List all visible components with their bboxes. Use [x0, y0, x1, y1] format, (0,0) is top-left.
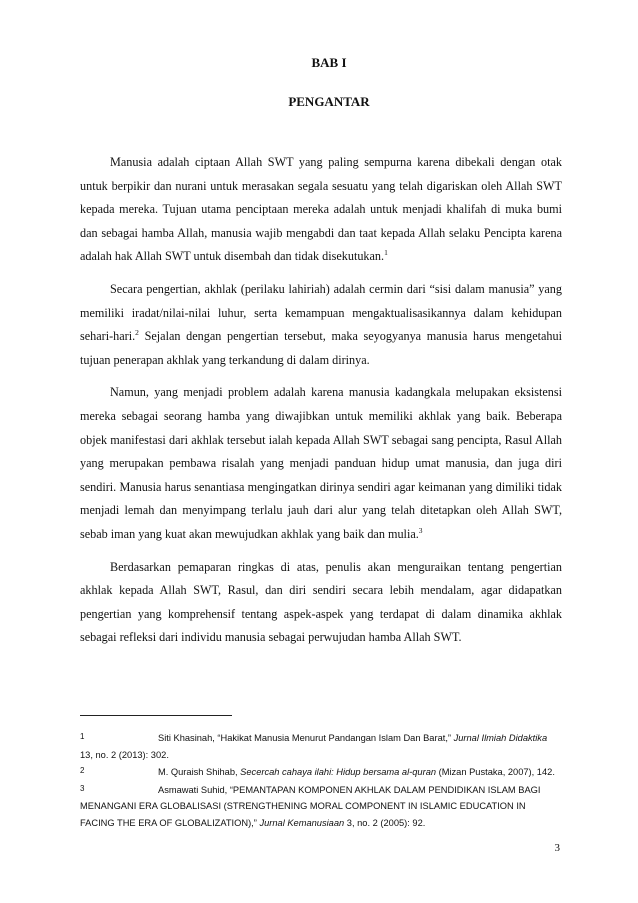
footnote-text-after: (Mizan Pustaka, 2007), 142. [436, 767, 555, 778]
body-text [80, 151, 562, 659]
footnote-source-title: Jurnal Ilmiah Didaktika [453, 733, 548, 743]
footnote-text-after: 3, no. 2 (2005): 92. [344, 817, 426, 828]
paragraph [80, 278, 562, 372]
footnote-text: Siti Khasinah, “Hakikat Manusia Menurut Pandangan Islam Dan Barat,” [158, 733, 454, 743]
footnote [80, 729, 562, 763]
paragraph [80, 151, 562, 269]
paragraph-text: Berdasarkan pemaparan ringkas di atas, penulis akan menguraikan tentang pengertian akhlak kepada Allah SWT, Rasul, dan diri sendiri secara lebih mendalam, agar didapatkan pengertian yang komprehensif tentang aspek-aspek yang terdapat di dalam dinamika akhlak sebagai refleksi dari individu manusia sebagai perwujudan hamba Allah SWT. [80, 559, 562, 645]
paragraph-text: Namun, yang menjadi problem adalah karena manusia kadangkala melupakan eksistensi mereka sebagai seorang hamba yang diwajibkan untuk memiliki akhlak yang baik. Beberapa objek manifestasi dari akhlak tersebut ialah kepada Allah SWT sebagai sang pencipta, Rasul Allah yang merupakan pembawa risalah yang menjadi panduan hidup umat manusia, dan juga diri sendiri. Manusia harus senantiasa mengingatkan dirinya sendiri agar keimanan yang dimiliki tidak menjadi lemah dan menyimpang terlalu jauh dari alur yang telah ditetapkan oleh Allah SWT, sebab iman yang kuat akan mewujudkan akhlak yang baik dan mulia. [80, 385, 562, 541]
footnote-number: 2 [80, 766, 85, 776]
paragraph-text: Secara pengertian, akhlak (perilaku lahiriah) adalah cermin dari “sisi dalam manusia” yang memiliki iradat/nilai-nilai luhur, serta kemampuan mengaktualisasikannya dalam kehidupan sehari-hari. [80, 281, 562, 344]
footnote-ref: 1 [384, 248, 388, 258]
footnote-separator [80, 715, 232, 716]
footnote-text-after: 13, no. 2 (2013): 302. [80, 749, 169, 760]
footnote [80, 763, 562, 781]
chapter-heading: BAB I [311, 55, 347, 70]
paragraph-text: Manusia adalah ciptaan Allah SWT yang paling sempurna karena dibekali dengan otak untuk berpikir dan nurani untuk merasakan segala sesuatu yang telah digariskan oleh Allah SWT kepada mereka. Tujuan utama penciptaan mereka adalah untuk menjadi khalifah di muka bumi dan sebagai hamba Allah, manusia wajib mengabdi dan taat kepada Allah selaku Pencipta karena adalah hak Allah SWT untuk disembah dan tidak disekutukan. [80, 155, 562, 264]
footnote-text: M. Quraish Shihab, [158, 767, 241, 778]
paragraph-text-after: Sejalan dengan pengertian tersebut, maka seyogyanya manusia harus mengetahui tujuan penerapan akhlak yang terkandung di dalam dirinya. [80, 329, 562, 367]
footnote-ref: 2 [135, 328, 139, 338]
footnote-source-title: Jurnal Kemanusiaan [259, 817, 345, 828]
footnote [80, 781, 562, 832]
paragraph [80, 556, 562, 650]
chapter-title: PENGANTAR [288, 94, 370, 109]
footnotes [80, 729, 562, 832]
footnote-number: 1 [80, 732, 85, 741]
page-number: 3 [554, 842, 560, 854]
footnote-ref: 3 [418, 525, 423, 535]
paragraph [80, 381, 562, 546]
footnote-text: Asmawati Suhid, “PEMANTAPAN KOMPONEN AKHLAK DALAM PENDIDIKAN ISLAM BAGI MENANGANI ERA GLOBALISASI (STRENGTHENING MORAL COMPONENT IN ISLAMIC EDUCATION IN FACING THE ERA OF GLOBALIZATION),” [80, 784, 541, 828]
footnote-number: 3 [80, 783, 85, 793]
footnote-source-title: Secercah cahaya ilahi: Hidup bersama al-quran [240, 767, 437, 778]
